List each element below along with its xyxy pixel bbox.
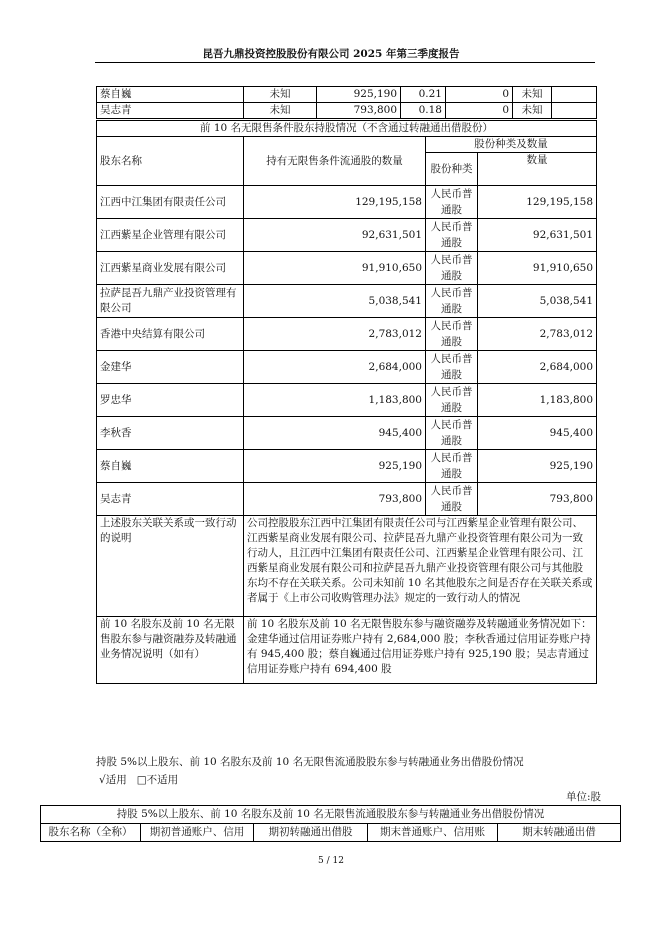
holder-qty: 92,631,501 (244, 219, 426, 252)
stock-type: 人民币普通股 (426, 186, 478, 219)
holder-amount: 925,190 (478, 450, 597, 483)
holder-qty: 1,183,800 (244, 384, 426, 417)
lending-note: 持股 5%以上股东、前 10 名股东及前 10 名无限售流通股股东参与转融通业务出借股份情况 (96, 756, 524, 768)
report-header: 昆吾九鼎投资控股股份有限公司 2025 年第三季度报告 (202, 48, 460, 60)
related-label: 上述股东关联关系或一致行动的说明 (97, 516, 244, 617)
holder-ratio: 0.18 (401, 103, 446, 119)
col-header-type: 股份种类 (426, 153, 478, 186)
holder-amount: 5,038,541 (478, 285, 597, 318)
unrestricted-holders-table (96, 120, 597, 684)
holder-amount: 2,783,012 (478, 318, 597, 351)
margin-label: 前 10 名股东及前 10 名无限售股东参与融资融券及转融通业务情况说明（如有） (97, 617, 244, 684)
holder-qty: 91,910,650 (244, 252, 426, 285)
holder-name: 江西中江集团有限责任公司 (97, 186, 244, 219)
table-title-row (97, 121, 597, 137)
table-row (97, 351, 597, 384)
holder-nature: 未知 (244, 87, 317, 103)
table-title: 前 10 名无限售条件股东持股情况（不含通过转融通出借股份） (97, 121, 597, 137)
table-row (97, 186, 597, 219)
holder-amount: 1,183,800 (478, 384, 597, 417)
col-header: 期末普通账户、信用账 (368, 824, 498, 842)
holder-amount: 92,631,501 (478, 219, 597, 252)
col-header: 股东名称（全称） (41, 824, 141, 842)
col-header: 期初转融通出借股 (254, 824, 368, 842)
holder-amount: 945,400 (478, 417, 597, 450)
lending-table (40, 805, 621, 842)
holder-restricted: 0 (446, 87, 513, 103)
table-row (97, 285, 597, 318)
holder-name: 蔡自巍 (97, 87, 244, 103)
header-divider (95, 62, 595, 63)
col-header: 期初普通账户、信用 (141, 824, 254, 842)
table-header-row (97, 137, 597, 153)
holder-name: 吴志青 (97, 483, 244, 516)
holder-qty: 5,038,541 (244, 285, 426, 318)
table-row (97, 219, 597, 252)
applicability-options (99, 772, 178, 787)
stock-type: 人民币普通股 (426, 252, 478, 285)
stock-type: 人民币普通股 (426, 219, 478, 252)
col-header: 期末转融通出借 (498, 824, 621, 842)
holder-amount: 2,684,000 (478, 351, 597, 384)
related-note-row (97, 516, 597, 617)
related-text: 公司控股股东江西中江集团有限责任公司与江西紫星企业管理有限公司、江西紫星商业发展有限公司、拉萨昆吾九鼎产业投资管理有限公司为一致行动人，且江西中江集团有限责任公司、江西紫星企业管理有限公司、江西紫星商业发展有限公司和拉萨昆吾九鼎产业投资管理有限公司与其他股东均不存在关联关系。公司未知前 10 名其他股东之间是否存在关联关系或者属于《上市公司收购管理办法》规定的一致行动人的情况 (244, 516, 597, 617)
margin-text: 前 10 名股东及前 10 名无限售股东参与融资融券及转融通业务情况如下：金建华通过信用证券账户持有 2,684,000 股；李秋香通过信用证券账户持有 945,400 股；蔡自巍通过信用证券账户持有 925,190 股；吴志青通过信用证券账户持有 694,400 股 (244, 617, 597, 684)
not-applicable-checkbox[interactable]: □不适用 (136, 774, 179, 786)
holder-shares: 793,800 (317, 103, 401, 119)
col-header-name: 股东名称 (97, 137, 244, 186)
stock-type: 人民币普通股 (426, 450, 478, 483)
holder-pledge-status: 未知 (513, 103, 552, 119)
table-row (97, 252, 597, 285)
table-row (97, 103, 597, 119)
holder-name: 香港中央结算有限公司 (97, 318, 244, 351)
holder-qty: 2,684,000 (244, 351, 426, 384)
col-header-type-group: 股份种类及数量 (426, 137, 597, 153)
holder-qty: 925,190 (244, 450, 426, 483)
holder-name: 江西紫星企业管理有限公司 (97, 219, 244, 252)
unit-label: 单位:股 (566, 791, 602, 803)
stock-type: 人民币普通股 (426, 384, 478, 417)
table-title-row (41, 806, 621, 824)
holder-amount: 793,800 (478, 483, 597, 516)
col-header-qty: 持有无限售条件流通股的数量 (244, 137, 426, 186)
holder-restricted: 0 (446, 103, 513, 119)
table-header-row (41, 824, 621, 842)
margin-note-row (97, 617, 597, 684)
holder-qty: 793,800 (244, 483, 426, 516)
holder-name: 拉萨昆吾九鼎产业投资管理有限公司 (97, 285, 244, 318)
holder-name: 吴志青 (97, 103, 244, 119)
table-row (97, 87, 597, 103)
holder-qty: 129,195,158 (244, 186, 426, 219)
holder-shares: 925,190 (317, 87, 401, 103)
holder-name: 金建华 (97, 351, 244, 384)
holder-qty: 2,783,012 (244, 318, 426, 351)
table-row (97, 318, 597, 351)
holder-amount: 129,195,158 (478, 186, 597, 219)
stock-type: 人民币普通股 (426, 483, 478, 516)
holder-pledge-qty (552, 87, 597, 103)
table-row (97, 417, 597, 450)
lending-table-title: 持股 5%以上股东、前 10 名股东及前 10 名无限售流通股股东参与转融通业务出借股份情况 (41, 806, 621, 824)
holder-pledge-qty (552, 103, 597, 119)
holder-name: 蔡自巍 (97, 450, 244, 483)
holder-pledge-status: 未知 (513, 87, 552, 103)
stock-type: 人民币普通股 (426, 318, 478, 351)
holder-name: 江西紫星商业发展有限公司 (97, 252, 244, 285)
applicable-checkbox[interactable]: √适用 (99, 774, 127, 786)
col-header-amount: 数量 (478, 153, 597, 186)
holder-name: 罗忠华 (97, 384, 244, 417)
holder-nature: 未知 (244, 103, 317, 119)
holder-qty: 945,400 (244, 417, 426, 450)
page-number: 5 / 12 (318, 856, 344, 866)
table-row (97, 483, 597, 516)
table-row (97, 450, 597, 483)
top10-holders-table-continued (96, 86, 597, 119)
holder-ratio: 0.21 (401, 87, 446, 103)
table-row (97, 384, 597, 417)
holder-amount: 91,910,650 (478, 252, 597, 285)
stock-type: 人民币普通股 (426, 351, 478, 384)
holder-name: 李秋香 (97, 417, 244, 450)
stock-type: 人民币普通股 (426, 417, 478, 450)
stock-type: 人民币普通股 (426, 285, 478, 318)
